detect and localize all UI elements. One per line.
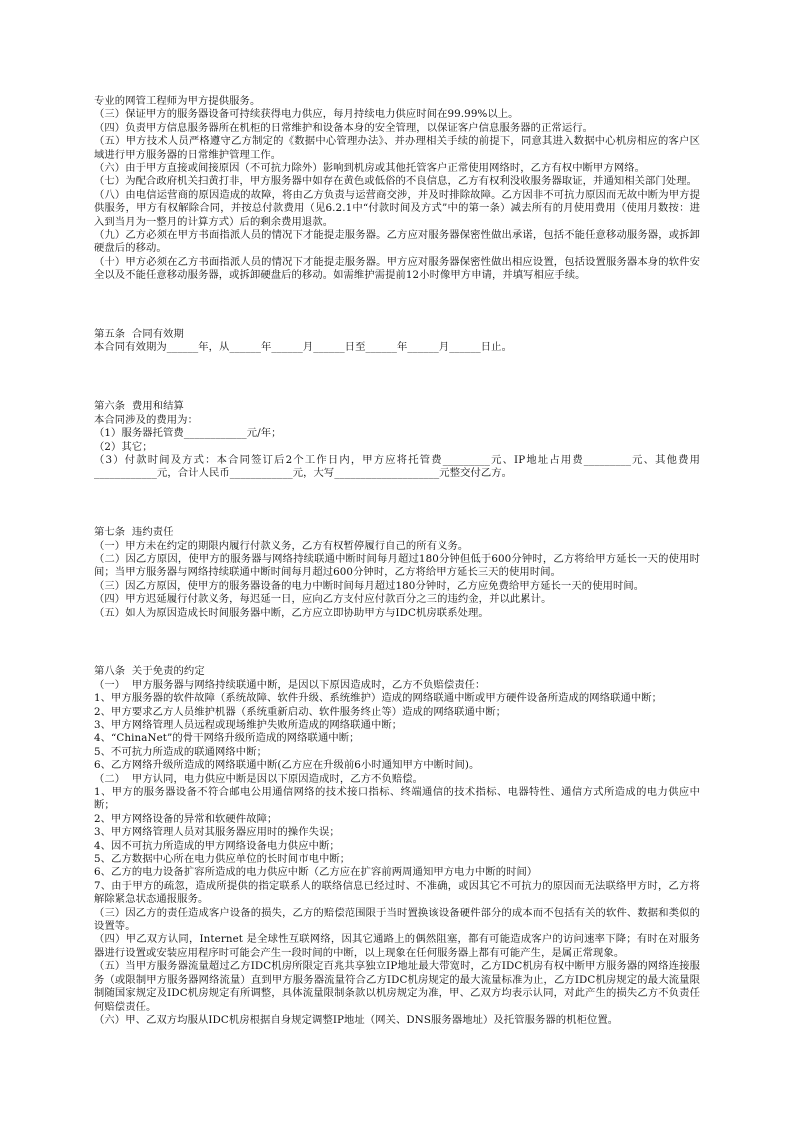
paragraph-gap (94, 371, 700, 384)
paragraph: 4、因不可抗力所造成的甲方网络设备电力供应中断； (94, 839, 340, 852)
document-page (94, 95, 700, 1027)
paragraph: （三）保证甲方的服务器设备可持续获得电力供应，每月持续电力供应时间在99.99%以上。 (94, 108, 519, 121)
paragraph: 专业的网管工程师为甲方提供服务。 (94, 95, 261, 107)
paragraph: 6、乙方的电力设备扩容所造成的电力供应中断（乙方应在扩容前两周通知甲方电力中断的时间） (94, 866, 538, 879)
paragraph: （五）如人为原因造成长时间服务器中断，乙方应立即协助甲方与IDC机房联系处理。 (94, 606, 489, 619)
paragraph: （1）服务器托管费____________元/年； (94, 427, 282, 440)
paragraph: 第五条 合同有效期 (94, 328, 184, 341)
paragraph-gap (94, 497, 700, 510)
paragraph: （九）乙方必须在甲方书面指派人员的情况下才能提走服务器。乙方应对服务器保密性做出承诺，包括不能任意移动服务器，或拆卸硬盘后的移动。 (94, 229, 700, 255)
paragraph: （八）由电信运营商的原因造成的故障，将由乙方负责与运营商交涉，并及时排除故障。乙方因非不可抗力原因而无故中断为甲方提供服务，甲方有权解除合同，并按总付款费用（见6.2.1中“付款时间及方式”中的第一条）减去所有的月使用费用（使用月数按：进入到当月为一整月的计算方式）后的剩余费用退款。 (94, 188, 700, 228)
paragraph: 第八条 关于免责的约定 (94, 665, 205, 678)
paragraph: 本合同有效期为______年，从______年______月______日至______年______月______日止。 (94, 341, 512, 354)
paragraph-gap (94, 636, 700, 649)
paragraph: 4、“ChinaNet”的骨干网络升级所造成的网络联通中断； (94, 732, 360, 745)
paragraph: 第六条 费用和结算 (94, 400, 184, 413)
paragraph: 1、甲方服务器的软件故障（系统故障、软件升级、系统维护）造成的网络联通中断或甲方硬件设备所造成的网络联通中断； (94, 692, 663, 705)
paragraph: （六）由于甲方直接或间接原因（不可抗力除外）影响到机房或其他托管客户正常使用网络时，乙方有权中断甲方网络。 (94, 162, 646, 175)
paragraph: 2、甲方网络设备的异常和软硬件故障； (94, 812, 278, 825)
paragraph: （六）甲、乙双方均服从IDC机房根据自身规定调整IP地址（网关、DNS服务器地址）及托管服务器的机柜位置。 (94, 1013, 619, 1026)
paragraph: （四）甲方迟延履行付款义务，每迟延一日，应向乙方支付应付款百分之三的违约金，并以此累计。 (94, 593, 552, 606)
paragraph: （四）甲乙双方认同，Internet 是全球性互联网络，因其它通路上的偶然阻塞，都有可能造成客户的访问速率下降；有时在对服务器进行设置或安装应用程序时可能会产生一段时间的中断，以上现象在任何服务器上都有可能产生，是属正常现象。 (94, 933, 700, 959)
paragraph: （四）负责甲方信息服务器所在机柜的日常维护和设备本身的安全管理，以保证客户信息服务器的正常运行。 (94, 121, 594, 134)
paragraph: （三）因乙方的责任造成客户设备的损失，乙方的赔偿范围限于当时置换该设备硬件部分的成本而不包括有关的软件、数据和类似的设置等。 (94, 906, 700, 933)
paragraph: （五）甲方技术人员严格遵守乙方制定的《数据中心管理办法》、并办理相关手续的前提下，同意其进入数据中心机房相应的客户区域进行甲方服务器的日常维护管理工作。 (94, 135, 700, 161)
paragraph: 5、不可抗力所造成的联通网络中断； (94, 745, 268, 758)
paragraph: 1、甲方的服务器设备不符合邮电公用通信网络的技术接口指标、终端通信的技术指标、电器特性、通信方式所造成的电力供应中断； (94, 786, 700, 812)
paragraph: （2）其它； (94, 440, 153, 453)
paragraph: 7、由于甲方的疏忽，造成所提供的指定联系人的联络信息已经过时、不准确，或因其它不可抗力的原因而无法联络甲方时，乙方将解除紧急状态通报服务。 (94, 879, 700, 906)
paragraph: （二）因乙方原因，使甲方的服务器与网络持续联通中断时间每月超过180分钟但低于600分钟时，乙方将给甲方延长一天的使用时间；当甲方服务器与网络持续联通中断时间每月超过600分钟时，乙方将给甲方延长三天的使用时间。 (94, 552, 700, 579)
paragraph: （五）当甲方服务器流量超过乙方IDC机房所限定百兆共享独立IP地址最大带宽时，乙方IDC机房有权中断甲方服务器的网络连接服务（或限制甲方服务器网络流量）直到甲方服务器流量符合乙方IDC机房规定的最大流量标准为止，乙方IDC机房规定的最大流量限制随国家规定及IDC机房规定有所调整，具体流量限制条款以机房规定为准，甲、乙双方均表示认同，对此产生的损失乙方不负责任何赔偿责任。 (94, 960, 700, 1013)
paragraph: （3）付款时间及方式：本合同签订后2个工作日内，甲方应将托管费_________元、IP地址占用费_________元、其他费用____________元，合计人民币____________元，大写____________________元整交付乙方。 (94, 453, 700, 480)
paragraph: （一） 甲方服务器与网络持续联通中断，是因以下原因造成时，乙方不负赔偿责任： (94, 678, 486, 691)
paragraph: 6、乙方网络升级所造成的网络联通中断(乙方应在升级前6小时通知甲方中断时间)。 (94, 759, 480, 772)
paragraph: 本合同涉及的费用为： (94, 413, 198, 426)
paragraph: （七）为配合政府机关扫黄打非，甲方服务器中如存在黄色或低俗的不良信息，乙方有权利没收服务器取证，并通知相关部门处理。 (94, 175, 698, 188)
paragraph: 5、乙方数据中心所在电力供应单位的长时间市电中断； (94, 853, 351, 866)
paragraph: （三）因乙方原因，使甲方的服务器设备的电力中断时间每月超过180分钟时，乙方应免费给甲方延长一天的使用时间。 (94, 579, 645, 592)
paragraph: （十）甲方必须在乙方书面指派人员的情况下才能提走服务器。甲方应对服务器保密性做出相应设置，包括设置服务器本身的软件安全以及不能任意移动服务器，或拆卸硬盘后的移动。如需维护需提前12小时像甲方申请，并填写相应手续。 (94, 255, 700, 282)
paragraph: （一）甲方未在约定的期限内履行付款义务，乙方有权暂停履行自己的所有义务。 (94, 539, 469, 552)
paragraph: 2、甲方要求乙方人员维护机器（系统重新启动、软件服务终止等）造成的网络联通中断； (94, 705, 507, 718)
paragraph-gap (94, 299, 700, 312)
paragraph: 3、甲方网络管理人员远程或现场维护失败所造成的网络联通中断； (94, 718, 403, 731)
paragraph: 第七条 违约责任 (94, 526, 174, 539)
paragraph: 3、甲方网络管理人员对其服务器应用时的操作失误； (94, 826, 340, 839)
paragraph: （二） 甲方认同，电力供应中断是因以下原因造成时，乙方不负赔偿。 (94, 772, 424, 785)
